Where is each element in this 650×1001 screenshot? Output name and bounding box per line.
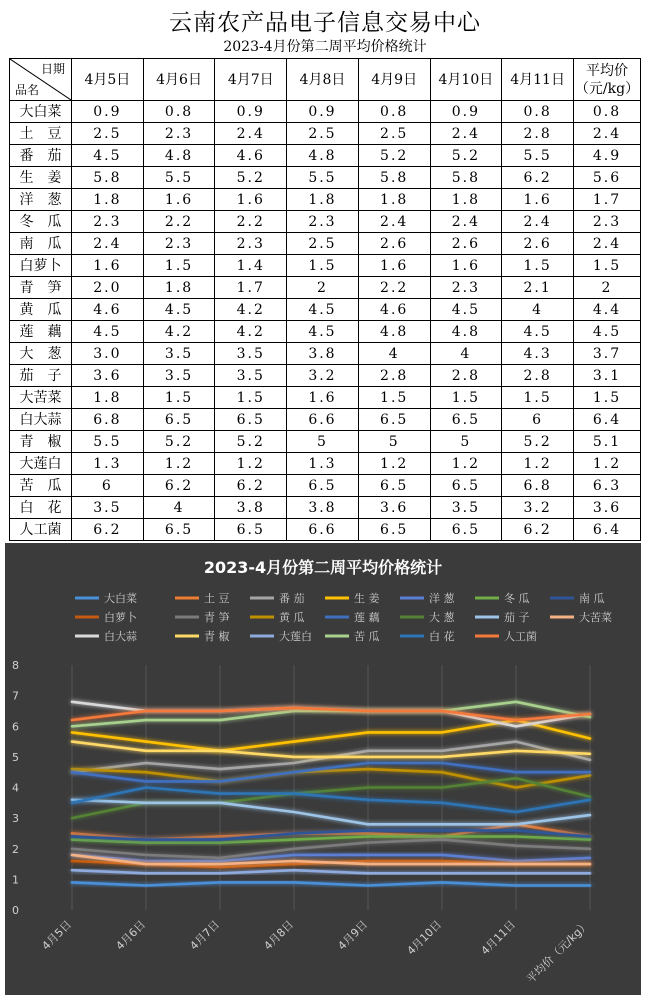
price-cell: 6.5 — [215, 519, 287, 541]
price-cell: 2.4 — [430, 123, 502, 145]
product-name: 莲 藕 — [10, 321, 72, 343]
y-tick-label: 1 — [12, 873, 19, 887]
price-cell: 2.3 — [143, 123, 215, 145]
price-cell: 6.2 — [143, 475, 215, 497]
legend-label: 大苦菜 — [579, 611, 612, 624]
price-cell: 1.5 — [358, 387, 430, 409]
y-tick-label: 4 — [12, 781, 19, 795]
price-cell: 5.5 — [502, 145, 574, 167]
price-cell: 2.0 — [72, 277, 144, 299]
avg-price-cell: 4.4 — [574, 299, 641, 321]
price-cell: 2.2 — [358, 277, 430, 299]
price-cell: 1.7 — [215, 277, 287, 299]
avg-price-cell: 5.6 — [574, 167, 641, 189]
price-cell: 4.6 — [215, 145, 287, 167]
product-name: 青 椒 — [10, 431, 72, 453]
product-name: 南 瓜 — [10, 233, 72, 255]
legend-label: 茄 子 — [504, 611, 530, 624]
table-row — [10, 321, 641, 343]
price-cell: 2.2 — [215, 211, 287, 233]
table-header-row — [10, 59, 641, 101]
price-cell: 3.2 — [502, 497, 574, 519]
legend-item — [175, 629, 230, 643]
price-cell: 2.6 — [502, 233, 574, 255]
price-cell: 2.5 — [287, 233, 359, 255]
price-cell: 4.5 — [430, 299, 502, 321]
price-cell: 6.8 — [502, 475, 574, 497]
price-cell: 0.9 — [72, 101, 144, 123]
price-cell: 6.5 — [430, 519, 502, 541]
price-cell: 4.8 — [430, 321, 502, 343]
price-cell: 4 — [502, 299, 574, 321]
product-name: 番 茄 — [10, 145, 72, 167]
price-cell: 2.6 — [358, 233, 430, 255]
legend-item — [400, 610, 455, 624]
series-line — [72, 870, 590, 873]
legend-label: 人工菌 — [504, 630, 537, 643]
line-chart — [5, 543, 641, 995]
avg-price-cell: 1.5 — [574, 387, 641, 409]
price-cell: 6.5 — [215, 409, 287, 431]
price-cell: 4.5 — [143, 299, 215, 321]
price-cell: 2.5 — [287, 123, 359, 145]
price-cell: 1.6 — [215, 189, 287, 211]
price-cell: 3.5 — [215, 365, 287, 387]
series-line — [72, 702, 590, 727]
table-row — [10, 299, 641, 321]
avg-price-cell: 5.1 — [574, 431, 641, 453]
price-cell: 4.8 — [358, 321, 430, 343]
y-tick-label: 6 — [12, 720, 19, 734]
price-cell: 5 — [287, 431, 359, 453]
product-name: 苦 瓜 — [10, 475, 72, 497]
price-cell: 6.6 — [287, 519, 359, 541]
price-cell: 6.2 — [502, 519, 574, 541]
price-cell: 6.6 — [287, 409, 359, 431]
price-cell: 0.9 — [215, 101, 287, 123]
column-header: 4月6日 — [143, 59, 215, 101]
table-row — [10, 211, 641, 233]
table-row — [10, 497, 641, 519]
legend-item — [75, 629, 138, 643]
price-cell: 3.5 — [143, 343, 215, 365]
legend-item — [175, 610, 230, 624]
price-cell: 0.9 — [287, 101, 359, 123]
price-cell: 1.3 — [72, 453, 144, 475]
price-cell: 2.8 — [430, 365, 502, 387]
price-cell: 4.3 — [502, 343, 574, 365]
legend-label: 莲 藕 — [354, 611, 380, 624]
price-cell: 5.2 — [143, 431, 215, 453]
x-tick-label: 4月11日 — [478, 917, 519, 958]
price-cell: 3.8 — [287, 497, 359, 519]
price-cell: 6.2 — [72, 519, 144, 541]
price-cell: 1.6 — [430, 255, 502, 277]
product-name: 白 花 — [10, 497, 72, 519]
price-cell: 4.5 — [502, 321, 574, 343]
price-cell: 0.8 — [358, 101, 430, 123]
price-cell: 2.2 — [143, 211, 215, 233]
price-cell: 1.6 — [72, 255, 144, 277]
avg-price-cell: 6.4 — [574, 519, 641, 541]
x-axis — [39, 917, 592, 986]
series-line — [72, 702, 590, 727]
x-tick-label: 4月8日 — [261, 917, 297, 953]
corner-date-label: 日期 — [40, 62, 65, 76]
price-cell: 6.5 — [430, 475, 502, 497]
legend-item — [325, 610, 380, 624]
price-cell: 6 — [502, 409, 574, 431]
corner-name-label: 品名 — [15, 83, 40, 97]
table-row — [10, 233, 641, 255]
price-cell: 2.8 — [502, 123, 574, 145]
price-cell: 1.5 — [215, 387, 287, 409]
product-name: 土 豆 — [10, 123, 72, 145]
price-cell: 6.8 — [72, 409, 144, 431]
avg-price-cell: 3.6 — [574, 497, 641, 519]
avg-price-cell: 6.4 — [574, 409, 641, 431]
price-cell: 4.2 — [215, 321, 287, 343]
price-cell: 5.8 — [430, 167, 502, 189]
price-cell: 3.6 — [358, 497, 430, 519]
series-line — [72, 708, 590, 720]
product-name: 青 笋 — [10, 277, 72, 299]
price-cell: 5.5 — [143, 167, 215, 189]
y-tick-label: 7 — [12, 689, 19, 703]
legend-label: 洋 葱 — [429, 592, 455, 605]
table-row — [10, 255, 641, 277]
price-cell: 4 — [430, 343, 502, 365]
series-line — [72, 882, 590, 885]
price-cell: 1.5 — [287, 255, 359, 277]
table-row — [10, 365, 641, 387]
price-cell: 6.5 — [143, 519, 215, 541]
price-cell: 4.8 — [143, 145, 215, 167]
price-cell: 0.9 — [430, 101, 502, 123]
price-cell: 1.8 — [358, 189, 430, 211]
legend-label: 苦 瓜 — [354, 630, 380, 643]
legend-item — [75, 591, 137, 605]
price-cell: 2.1 — [502, 277, 574, 299]
x-tick-label: 平均价（元/kg） — [524, 917, 593, 986]
avg-price-cell: 1.5 — [574, 255, 641, 277]
price-cell: 5.2 — [502, 431, 574, 453]
product-name: 白大蒜 — [10, 409, 72, 431]
legend-item — [325, 591, 380, 605]
price-cell: 2.8 — [502, 365, 574, 387]
price-cell: 4.2 — [143, 321, 215, 343]
table-row — [10, 475, 641, 497]
price-cell: 4 — [143, 497, 215, 519]
table-row — [10, 409, 641, 431]
price-cell: 5.2 — [430, 145, 502, 167]
price-cell: 5.8 — [358, 167, 430, 189]
legend-label: 南 瓜 — [579, 592, 605, 605]
price-cell: 5 — [430, 431, 502, 453]
price-cell: 5.2 — [358, 145, 430, 167]
price-cell: 1.6 — [358, 255, 430, 277]
price-cell: 2.3 — [215, 233, 287, 255]
legend-item — [175, 591, 230, 605]
y-tick-label: 3 — [12, 812, 19, 826]
legend-label: 大白菜 — [104, 592, 137, 605]
column-header: 4月7日 — [215, 59, 287, 101]
legend-label: 大 葱 — [429, 611, 455, 624]
x-tick-label: 4月6日 — [113, 917, 149, 953]
table-row — [10, 123, 641, 145]
price-cell: 4.5 — [287, 321, 359, 343]
product-name: 生 姜 — [10, 167, 72, 189]
table-row — [10, 453, 641, 475]
avg-price-cell: 2 — [574, 277, 641, 299]
table-corner-cell — [10, 59, 72, 101]
series-line — [72, 742, 590, 757]
column-header: 4月5日 — [72, 59, 144, 101]
price-cell: 2.3 — [287, 211, 359, 233]
price-cell: 1.2 — [430, 453, 502, 475]
y-tick-label: 2 — [12, 842, 19, 856]
table-row — [10, 519, 641, 541]
price-cell: 1.6 — [143, 189, 215, 211]
price-cell: 1.5 — [502, 387, 574, 409]
avg-unit: （元/kg） — [574, 80, 640, 97]
legend-label: 土 豆 — [204, 592, 230, 605]
price-cell: 4.6 — [72, 299, 144, 321]
price-cell: 6.5 — [358, 475, 430, 497]
table-row — [10, 343, 641, 365]
x-tick-label: 4月5日 — [39, 917, 75, 953]
price-cell: 2.8 — [358, 365, 430, 387]
legend-item — [475, 591, 530, 605]
column-header: 4月11日 — [502, 59, 574, 101]
legend-label: 黄 瓜 — [279, 611, 305, 624]
product-name: 人工菌 — [10, 519, 72, 541]
y-tick-label: 5 — [12, 750, 19, 764]
legend-item — [475, 610, 530, 624]
avg-price-cell: 1.7 — [574, 189, 641, 211]
y-tick-label: 0 — [12, 904, 19, 917]
legend-label: 大莲白 — [279, 630, 312, 643]
avg-label: 平均价 — [586, 62, 628, 79]
price-cell: 3.8 — [215, 497, 287, 519]
avg-price-cell: 3.1 — [574, 365, 641, 387]
price-cell: 2.5 — [72, 123, 144, 145]
legend-item — [250, 610, 305, 624]
legend-label: 生 姜 — [354, 592, 380, 605]
price-cell: 2.3 — [72, 211, 144, 233]
price-cell: 2.4 — [358, 211, 430, 233]
price-cell: 5.2 — [215, 431, 287, 453]
price-cell: 5.5 — [287, 167, 359, 189]
price-cell: 6 — [72, 475, 144, 497]
price-cell: 1.6 — [287, 387, 359, 409]
legend-item — [550, 610, 612, 624]
table-row — [10, 189, 641, 211]
page-title: 云南农产品电子信息交易中心 — [169, 10, 481, 36]
price-cell: 1.5 — [430, 387, 502, 409]
avg-price-cell: 1.2 — [574, 453, 641, 475]
price-cell: 1.2 — [502, 453, 574, 475]
price-cell: 2.4 — [502, 211, 574, 233]
product-name: 黄 瓜 — [10, 299, 72, 321]
price-cell: 1.5 — [143, 255, 215, 277]
price-cell: 1.8 — [72, 189, 144, 211]
price-cell: 6.5 — [143, 409, 215, 431]
price-cell: 4.6 — [358, 299, 430, 321]
product-name: 茄 子 — [10, 365, 72, 387]
price-cell: 3.0 — [72, 343, 144, 365]
avg-price-cell: 6.3 — [574, 475, 641, 497]
price-cell: 5 — [358, 431, 430, 453]
price-cell: 1.5 — [143, 387, 215, 409]
legend-item — [325, 629, 380, 643]
price-cell: 1.6 — [502, 189, 574, 211]
product-name: 洋 葱 — [10, 189, 72, 211]
table-row — [10, 101, 641, 123]
table-row — [10, 431, 641, 453]
price-cell: 1.8 — [143, 277, 215, 299]
product-name: 大莲白 — [10, 453, 72, 475]
legend-label: 白 花 — [429, 630, 455, 643]
price-cell: 5.5 — [72, 431, 144, 453]
price-cell: 3.5 — [430, 497, 502, 519]
legend-item — [250, 629, 312, 643]
avg-price-cell: 4.9 — [574, 145, 641, 167]
price-cell: 1.2 — [358, 453, 430, 475]
legend-item — [550, 591, 605, 605]
avg-column-header — [574, 59, 641, 101]
chart-legend — [75, 591, 612, 643]
price-cell: 2.4 — [72, 233, 144, 255]
legend-label: 白大蒜 — [104, 630, 137, 643]
table-body — [10, 101, 641, 541]
legend-label: 白萝卜 — [104, 611, 137, 624]
price-cell: 4.2 — [215, 299, 287, 321]
legend-item — [75, 610, 137, 624]
legend-item — [400, 591, 455, 605]
price-table — [9, 58, 641, 541]
avg-price-cell: 0.8 — [574, 101, 641, 123]
price-cell: 4.5 — [72, 321, 144, 343]
avg-price-cell: 2.4 — [574, 233, 641, 255]
avg-price-cell: 3.7 — [574, 343, 641, 365]
price-cell: 6.2 — [215, 475, 287, 497]
legend-label: 冬 瓜 — [504, 592, 530, 605]
product-name: 冬 瓜 — [10, 211, 72, 233]
product-name: 大白菜 — [10, 101, 72, 123]
avg-price-cell: 2.4 — [574, 123, 641, 145]
price-cell: 6.5 — [358, 409, 430, 431]
price-cell: 1.3 — [287, 453, 359, 475]
page-subtitle: 2023-4月份第二周平均价格统计 — [223, 39, 427, 55]
table-row — [10, 167, 641, 189]
product-name: 大 葱 — [10, 343, 72, 365]
x-tick-label: 4月10日 — [404, 917, 445, 958]
chart-panel — [5, 543, 641, 995]
chart-series — [72, 702, 590, 886]
column-header: 4月10日 — [430, 59, 502, 101]
table-row — [10, 145, 641, 167]
price-cell: 0.8 — [502, 101, 574, 123]
product-name: 大苦菜 — [10, 387, 72, 409]
price-cell: 1.2 — [143, 453, 215, 475]
price-cell: 3.5 — [215, 343, 287, 365]
column-header: 4月9日 — [358, 59, 430, 101]
chart-title: 2023-4月份第二周平均价格统计 — [203, 558, 443, 577]
legend-item — [475, 629, 537, 643]
price-cell: 6.5 — [358, 519, 430, 541]
price-cell: 3.5 — [143, 365, 215, 387]
price-cell: 6.5 — [430, 409, 502, 431]
price-cell: 3.6 — [72, 365, 144, 387]
legend-label: 青 笋 — [204, 611, 230, 624]
price-cell: 1.5 — [502, 255, 574, 277]
product-name: 白萝卜 — [10, 255, 72, 277]
price-cell: 2.6 — [430, 233, 502, 255]
y-tick-label: 8 — [12, 659, 19, 672]
legend-label: 番 茄 — [279, 592, 305, 605]
table-row — [10, 277, 641, 299]
price-cell: 3.5 — [72, 497, 144, 519]
price-cell: 2.3 — [143, 233, 215, 255]
price-cell: 0.8 — [143, 101, 215, 123]
price-cell: 3.8 — [287, 343, 359, 365]
price-cell: 2.4 — [430, 211, 502, 233]
price-cell: 6.2 — [502, 167, 574, 189]
price-cell: 1.8 — [72, 387, 144, 409]
price-cell: 6.5 — [287, 475, 359, 497]
price-cell: 4.5 — [287, 299, 359, 321]
x-tick-label: 4月9日 — [335, 917, 371, 953]
price-cell: 2.5 — [358, 123, 430, 145]
price-cell: 2.3 — [430, 277, 502, 299]
price-cell: 1.8 — [287, 189, 359, 211]
price-cell: 1.4 — [215, 255, 287, 277]
legend-label: 青 椒 — [204, 630, 230, 643]
x-tick-label: 4月7日 — [187, 917, 223, 953]
avg-price-cell: 4.5 — [574, 321, 641, 343]
price-cell: 4.5 — [72, 145, 144, 167]
price-cell: 3.2 — [287, 365, 359, 387]
y-axis — [12, 659, 19, 917]
price-cell: 5.8 — [72, 167, 144, 189]
price-cell: 4 — [358, 343, 430, 365]
column-header: 4月8日 — [287, 59, 359, 101]
price-cell: 4.8 — [287, 145, 359, 167]
price-cell: 5.2 — [215, 167, 287, 189]
price-cell: 2 — [287, 277, 359, 299]
price-cell: 1.8 — [430, 189, 502, 211]
legend-item — [250, 591, 305, 605]
price-cell: 1.2 — [215, 453, 287, 475]
avg-price-cell: 2.3 — [574, 211, 641, 233]
legend-item — [400, 629, 455, 643]
price-cell: 2.4 — [215, 123, 287, 145]
table-row — [10, 387, 641, 409]
